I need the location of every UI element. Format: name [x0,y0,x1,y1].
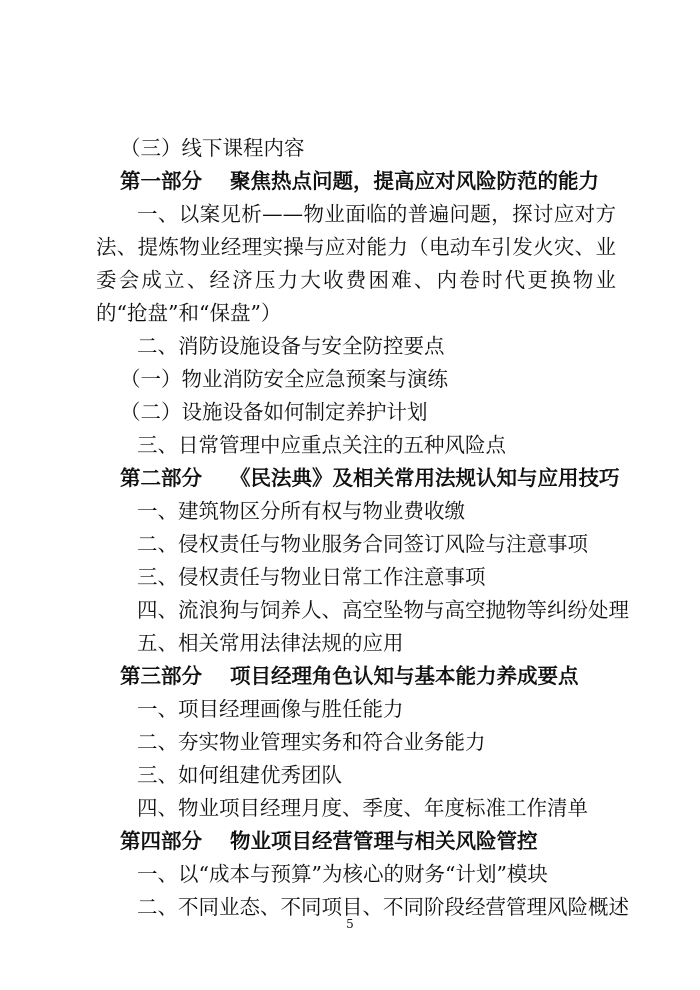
part-heading [96,825,616,858]
list-item: 五、相关常用法律法规的应用 [137,631,404,655]
part-heading [96,462,620,495]
list-item: 三、如何组建优秀团队 [137,763,342,787]
part-title: 物业项目经营管理与相关风险管控 [230,829,538,853]
list-item: 三、日常管理中应重点关注的五种风险点 [137,433,506,457]
list-item: 一、以“成本与预算”为核心的财务“计划”模块 [137,862,548,886]
list-item: 一、以案见析——物业面临的普遍问题，探讨应对方法、提炼物业经理实操与应对能力（电动车引发火灾、业委会成立、经济压力大收费困难、内卷时代更换物业的“抢盘”和“保盘”） [96,202,616,325]
list-item: 一、建筑物区分所有权与物业费收缴 [137,499,465,523]
part-label: 第四部分 [120,829,202,853]
part-title: 《民法典》及相关常用法规认知与应用技巧 [230,466,620,490]
section-heading: （三）线下课程内容 [120,136,305,160]
list-item: 二、侵权责任与物业服务合同签订风险与注意事项 [137,532,588,556]
list-item: （二）设施设备如何制定养护计划 [120,400,428,424]
part-label: 第三部分 [120,664,202,688]
list-item: 三、侵权责任与物业日常工作注意事项 [137,565,486,589]
list-item: （一）物业消防安全应急预案与演练 [120,367,448,391]
page-number: 5 [346,917,354,931]
list-item: 四、物业项目经理月度、季度、年度标准工作清单 [137,796,588,820]
list-item: 四、流浪狗与饲养人、高空坠物与高空抛物等纠纷处理 [137,598,629,622]
list-item: 二、消防设施设备与安全防控要点 [137,334,445,358]
part-label: 第一部分 [120,169,202,193]
list-item: 二、夯实物业管理实务和符合业务能力 [137,730,486,754]
list-item: 二、不同业态、不同项目、不同阶段经营管理风险概述 [137,895,629,919]
list-item: 一、项目经理画像与胜任能力 [137,697,404,721]
part-title: 聚焦热点问题，提高应对风险防范的能力 [230,169,599,193]
part-heading [96,660,616,693]
part-title: 项目经理角色认知与基本能力养成要点 [230,664,579,688]
part-heading [96,165,616,198]
part-label: 第二部分 [120,466,202,490]
page-content [96,132,629,924]
